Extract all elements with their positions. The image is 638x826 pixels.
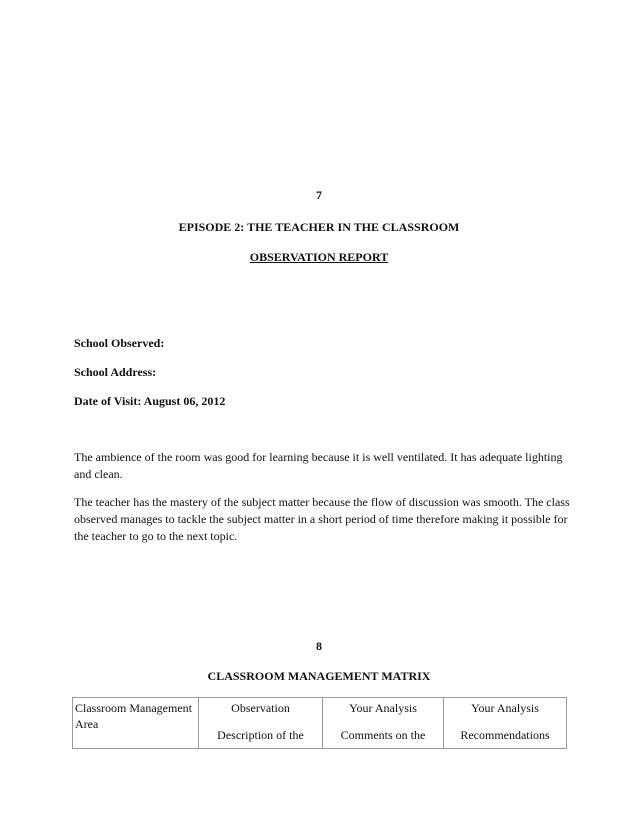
- matrix-title: CLASSROOM MANAGEMENT MATRIX: [207, 669, 431, 683]
- col-header-analysis-1: Your Analysis: [349, 701, 417, 715]
- table-row: [73, 698, 567, 749]
- col-header-observation: Observation: [231, 701, 290, 715]
- col-header-analysis-2: Your Analysis: [471, 701, 539, 715]
- field-date-of-visit: Date of Visit: August 06, 2012: [74, 394, 226, 408]
- page-title: EPISODE 2: THE TEACHER IN THE CLASSROOM: [178, 220, 460, 234]
- col-subheader-description: Description of the: [217, 728, 304, 742]
- col-subheader-comments: Comments on the: [340, 728, 426, 742]
- page-number-8: 8: [316, 639, 322, 653]
- field-school-address: School Address:: [74, 365, 157, 379]
- paragraph-teacher-mastery: The teacher has the mastery of the subject matter because the flow of discussion was smooth. The class observed manages to tackle the subject matter in a short period of time therefore making it possible for the teacher to go to the next topic.: [74, 495, 570, 543]
- table-cell-observation: [199, 698, 323, 749]
- observation-report-heading: OBSERVATION REPORT: [249, 250, 389, 264]
- field-school-observed: School Observed:: [74, 336, 165, 350]
- classroom-management-matrix: [72, 697, 567, 749]
- page-number-7: 7: [316, 188, 322, 202]
- col-header-area: Classroom Management Area: [75, 701, 192, 731]
- table-cell-analysis-recommendations: [444, 698, 567, 749]
- page-subtitle: [0, 250, 638, 265]
- table-cell-analysis-comments: [323, 698, 444, 749]
- col-subheader-recommendations: Recommendations: [460, 728, 550, 742]
- paragraph-ambience: The ambience of the room was good for learning because it is well ventilated. It has adequate lighting and clean.: [74, 450, 563, 481]
- table-cell-area: [73, 698, 199, 749]
